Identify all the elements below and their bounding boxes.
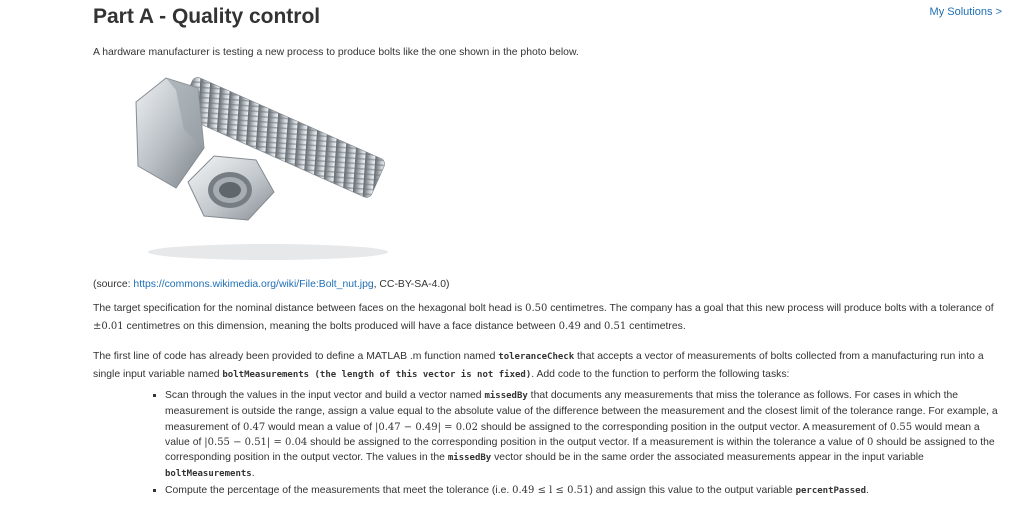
task-percent-passed: ▪ Compute the percentage of the measurements that meet the tolerance (i.e. 0.49 ≤ l ≤ 0.51) and assign this value to the output variable percentPassed. [165, 483, 1002, 499]
source-citation: (source: https://commons.wikimedia.org/wiki/File:Bolt_nut.jpg, CC-BY-SA-4.0) [93, 279, 450, 290]
task-missed-by: ▪ Scan through the values in the input vector and build a vector named missedBy that documents any measurements that miss the tolerance as follows. For cases in which the measurement is outside the range, assign a value equal to the absolute value of the difference between the measurement and the closest limit of the tolerance range. For example, a measurement of 0.47 would mean a value of |0.47 − 0.49| = 0.02 should be assigned to the corresponding position in the output vector. A measurement of 0.55 would mean a value of |0.55 − 0.51| = 0.04 should be assigned to the corresponding position in the output vector. If a measurement is within the tolerance a value of 0 should be assigned to the corresponding position in the output vector. The values in the missedBy vector should be in the same order the associated measurements appear in the input variable boltMeasurements. [165, 388, 1002, 483]
function-description-paragraph: The first line of code has already been provided to define a MATLAB .m function named toleranceCheck that accepts a vector of measurements of bolts collected from a manufacturing run into a single input variable named boltMeasurements (the length of this vector is not fixed). Add code to the function to perform the following tasks: [93, 351, 984, 380]
my-solutions-link[interactable]: My Solutions > [929, 6, 1002, 18]
page-title: Part A - Quality control [93, 5, 321, 28]
specification-paragraph: The target specification for the nominal distance between faces on the hexagonal bolt head is 0.50 centimetres. The company has a goal that this new process will produce bolts with a tolerance of ±0.01 centimetres on this dimension, meaning the bolts produced will have a face distance between 0.49 and 0.51 centimetres. [93, 303, 994, 332]
intro-text: A hardware manufacturer is testing a new process to produce bolts like the one shown in the photo below. [93, 47, 579, 58]
bolt-and-nut-photo [118, 70, 408, 265]
source-link[interactable]: https://commons.wikimedia.org/wiki/File:Bolt_nut.jpg [133, 279, 374, 290]
task-list [148, 388, 1002, 499]
